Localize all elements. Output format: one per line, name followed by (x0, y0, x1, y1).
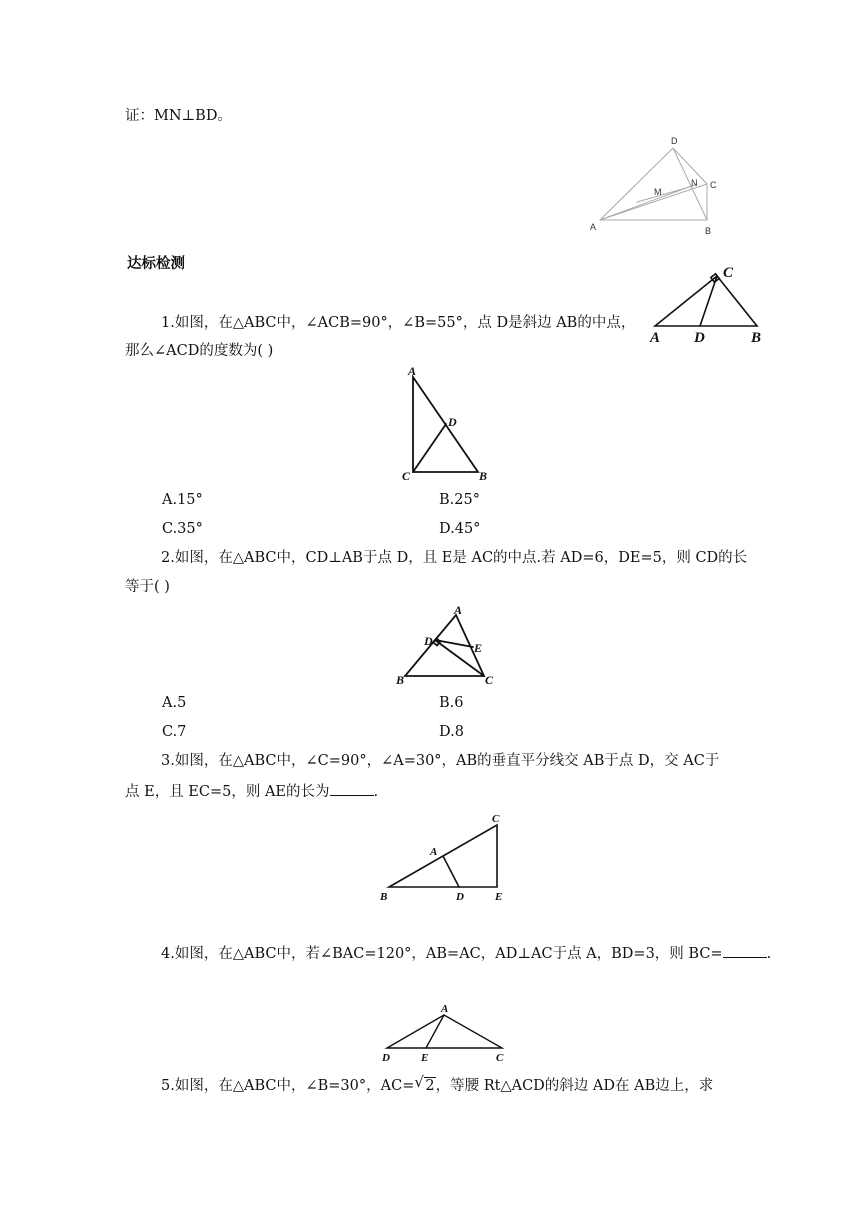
q1-line-2: 那么∠ACD的度数为( ) (125, 343, 274, 359)
fig1-label-c: C (723, 265, 734, 281)
fig1-label-b: B (751, 330, 762, 346)
q4-line-1 (161, 943, 771, 964)
q3-line-2 (125, 781, 378, 802)
fig4-label-b: C (492, 813, 500, 825)
fig1-label-d: D (694, 330, 705, 346)
q2-line-1: 2.如图，在△ABC中，CD⊥AB于点 D，且 E是 AC的中点.若 AD=6，DE=5，则 CD的长 (161, 550, 748, 566)
q3-line-2-end: . (373, 784, 379, 800)
intro-line: 证：MN⊥BD。 (125, 108, 232, 124)
fig3-label-c: C (485, 673, 494, 687)
fig5-label-a: A (441, 1003, 449, 1015)
fig0-label-m: M (654, 187, 662, 197)
q2-option-c[interactable]: C.7 (162, 724, 187, 740)
fig3-label-d: D (424, 634, 433, 648)
fig1-label-a: A (650, 330, 661, 346)
q1-line-1: 1.如图，在△ABC中，∠ACB=90°，∠B=55°，点 D是斜边 AB的中点， (161, 315, 636, 331)
q2-option-a[interactable]: A.5 (162, 695, 187, 711)
q5-line-1-b: ，等腰 Rt△ACD的斜边 AD在 AB边上，求 (435, 1078, 714, 1094)
fig0-label-a: A (590, 222, 597, 232)
fig3-label-a: A (454, 603, 463, 617)
q2-option-d[interactable]: D.8 (439, 724, 464, 740)
q5-line-1-a: 5.如图，在△ABC中，∠B=30°，AC= (161, 1078, 415, 1094)
q3-answer-blank[interactable] (330, 781, 374, 796)
fig5-label-c: C (496, 1052, 504, 1064)
fig4-label-d: A (430, 846, 438, 858)
fig4-label-c: E (495, 891, 503, 903)
q3-line-2-text: 点 E，且 EC=5，则 AE的长为 (125, 784, 330, 800)
figure-q4 (372, 1000, 517, 1070)
fig2-label-c: C (402, 469, 411, 483)
fig5-label-d: E (421, 1052, 429, 1064)
q4-line-1-end: . (766, 946, 772, 962)
q5-line-1 (161, 1073, 714, 1096)
figure-q1 (398, 362, 498, 487)
fig0-label-d: D (671, 136, 678, 146)
figure-q3 (375, 810, 515, 905)
fig0-label-b: B (705, 226, 712, 236)
q4-answer-blank[interactable] (723, 943, 767, 958)
figure-q1-side (645, 262, 770, 347)
fig4-label-e: D (456, 891, 464, 903)
figure-q2 (392, 600, 502, 690)
fig2-label-d: D (448, 415, 457, 429)
fig0-label-c: C (710, 180, 717, 190)
fig3-label-e: E (474, 641, 483, 655)
figure-quadrilateral-mn (585, 130, 730, 240)
fig0-label-n: N (691, 178, 698, 188)
sqrt-radicand: 2 (425, 1078, 435, 1094)
q1-option-c[interactable]: C.35° (162, 521, 203, 537)
fig2-label-b: B (479, 469, 488, 483)
q1-option-a[interactable]: A.15° (162, 492, 203, 508)
q2-line-2: 等于( ) (125, 579, 170, 595)
q2-option-b[interactable]: B.6 (439, 695, 464, 711)
fig5-label-b: D (382, 1052, 390, 1064)
q3-line-1: 3.如图，在△ABC中，∠C=90°，∠A=30°，AB的垂直平分线交 AB于点 D，交 AC于 (161, 753, 720, 769)
q1-option-b[interactable]: B.25° (439, 492, 480, 508)
q1-option-d[interactable]: D.45° (439, 521, 481, 537)
fig4-label-a: B (380, 891, 388, 903)
fig2-label-a: A (408, 364, 417, 378)
section-title: 达标检测 (127, 256, 185, 272)
sqrt-2: √ 2 (414, 1073, 435, 1094)
fig3-label-b: B (396, 673, 405, 687)
q4-line-1-text: 4.如图，在△ABC中，若∠BAC=120°，AB=AC，AD⊥AC于点 A，BD=3，则 BC= (161, 946, 723, 962)
